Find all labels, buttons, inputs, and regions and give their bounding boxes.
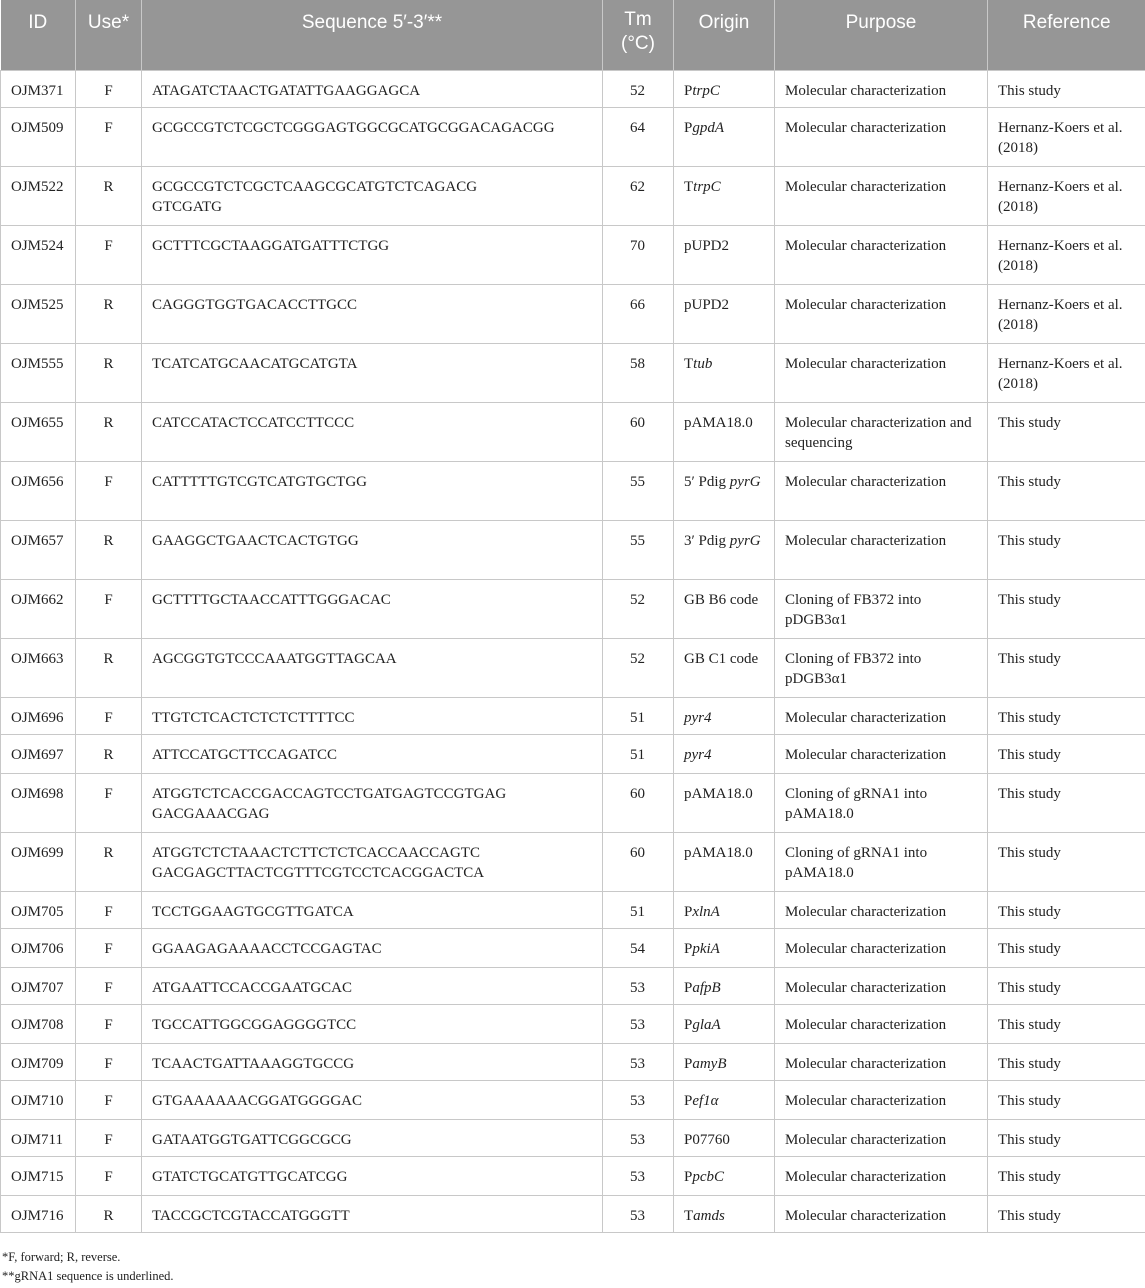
sequence-line: GCGCCGTCTCGCTCGGGAGTGGCGCATGCGGACAGACGG [152, 119, 555, 136]
origin-part: GB B6 code [684, 591, 759, 608]
cell-sequence [142, 1156, 603, 1195]
sequence-line: TCAACTGATTAAAGGTGCCG [152, 1055, 355, 1072]
cell-origin [674, 1043, 775, 1080]
cell-use: R [76, 166, 142, 225]
sequence-line: ATGAATTCCACCGAATGCAC [152, 979, 353, 996]
table-row [1, 107, 1145, 166]
cell-sequence [142, 1195, 603, 1232]
table-row [1, 832, 1145, 891]
cell-origin [674, 284, 775, 343]
footnote-use: *F, forward; R, reverse. [2, 1250, 121, 1264]
cell-use: F [76, 891, 142, 928]
cell-origin [674, 1004, 775, 1043]
sequence-line: GTATCTGCATGTTGCATCGG [152, 1168, 348, 1185]
table-row [1, 697, 1145, 734]
table-row [1, 520, 1145, 579]
origin-part: P [684, 119, 693, 136]
cell-use: F [76, 1156, 142, 1195]
sequence-line: TCCTGGAAGTGCGTTGATCA [152, 903, 354, 920]
sequence-line: GCTTTTGCTAACCATTTGGGACAC [152, 591, 391, 608]
cell-id: OJM696 [1, 697, 76, 734]
cell-origin [674, 461, 775, 520]
sequence-line: TGCCATTGGCGGAGGGGTCC [152, 1016, 357, 1033]
cell-purpose: Molecular characterization [775, 343, 988, 402]
cell-id: OJM555 [1, 343, 76, 402]
sequence-line: GACGAGCTTACTCGTTTCGTCCTCACGGACTCA [152, 865, 485, 881]
origin-part: P [684, 1092, 693, 1109]
cell-id: OJM662 [1, 579, 76, 638]
cell-reference: Hernanz-Koers et al. (2018) [988, 225, 1145, 284]
cell-origin [674, 928, 775, 967]
cell-sequence [142, 1119, 603, 1156]
origin-part: pAMA18.0 [684, 844, 753, 861]
cell-purpose: Molecular characterization [775, 697, 988, 734]
col-header-use: Use* [76, 0, 142, 70]
sequence-line: ATGGTCTCACCGACCAGTCCTGATGAGTCCGTGAG [152, 785, 507, 802]
table-row [1, 284, 1145, 343]
cell-id: OJM699 [1, 832, 76, 891]
origin-part: T [684, 355, 694, 372]
sequence-line: ATTCCATGCTTCCAGATCC [152, 746, 338, 763]
origin-part: pUPD2 [684, 296, 730, 313]
table-row [1, 225, 1145, 284]
origin-part: amyB [692, 1055, 727, 1072]
origin-part: pyr4 [684, 746, 712, 763]
col-header-sequence: Sequence 5′-3′** [142, 0, 603, 70]
header-row [1, 0, 1145, 70]
cell-use: F [76, 697, 142, 734]
cell-origin [674, 579, 775, 638]
sequence-line: TTGTCTCACTCTCTCTTTTCC [152, 709, 355, 726]
cell-origin [674, 832, 775, 891]
cell-origin [674, 1119, 775, 1156]
cell-origin [674, 107, 775, 166]
cell-reference: This study [988, 832, 1145, 891]
origin-part: P07760 [684, 1131, 730, 1148]
cell-origin [674, 225, 775, 284]
cell-id: OJM663 [1, 638, 76, 697]
origin-part: P [684, 1055, 693, 1072]
table-row [1, 638, 1145, 697]
cell-reference: This study [988, 1119, 1145, 1156]
cell-purpose: Molecular characterization [775, 284, 988, 343]
origin-part: ef1α [692, 1092, 719, 1109]
cell-tm: 62 [603, 166, 674, 225]
table-row [1, 1043, 1145, 1080]
table-row [1, 70, 1145, 107]
cell-tm: 52 [603, 70, 674, 107]
cell-purpose: Molecular characterization [775, 967, 988, 1004]
table-row [1, 967, 1145, 1004]
table-row [1, 166, 1145, 225]
cell-tm: 55 [603, 520, 674, 579]
cell-id: OJM656 [1, 461, 76, 520]
cell-tm: 55 [603, 461, 674, 520]
cell-id: OJM522 [1, 166, 76, 225]
origin-part: pyr4 [684, 709, 712, 726]
table-row [1, 461, 1145, 520]
cell-reference: This study [988, 1004, 1145, 1043]
cell-tm: 53 [603, 1043, 674, 1080]
cell-use: R [76, 402, 142, 461]
sequence-line: GGAAGAGAAAACCTCCGAGTAC [152, 940, 382, 957]
origin-part: pyrG [729, 473, 761, 490]
cell-purpose: Molecular characterization [775, 1043, 988, 1080]
cell-origin [674, 734, 775, 773]
cell-use: F [76, 107, 142, 166]
origin-part: gpdA [692, 119, 725, 136]
table-row [1, 891, 1145, 928]
cell-id: OJM657 [1, 520, 76, 579]
table-row [1, 579, 1145, 638]
cell-purpose: Cloning of FB372 into pDGB3α1 [775, 638, 988, 697]
cell-reference: This study [988, 402, 1145, 461]
cell-tm: 53 [603, 1080, 674, 1119]
origin-part: P [684, 940, 693, 957]
cell-reference: Hernanz-Koers et al. (2018) [988, 107, 1145, 166]
cell-sequence [142, 343, 603, 402]
cell-use: R [76, 284, 142, 343]
cell-reference: This study [988, 773, 1145, 832]
cell-tm: 53 [603, 1195, 674, 1232]
cell-id: OJM705 [1, 891, 76, 928]
cell-origin [674, 70, 775, 107]
cell-purpose: Cloning of FB372 into pDGB3α1 [775, 579, 988, 638]
cell-origin [674, 1156, 775, 1195]
sequence-line: GTGAAAAAACGGATGGGGAC [152, 1092, 362, 1109]
cell-tm: 60 [603, 832, 674, 891]
sequence-line: TACCGCTCGTACCATGGGTT [152, 1207, 350, 1224]
table-row [1, 1004, 1145, 1043]
cell-purpose: Molecular characterization [775, 107, 988, 166]
cell-tm: 58 [603, 343, 674, 402]
cell-id: OJM371 [1, 70, 76, 107]
cell-sequence [142, 402, 603, 461]
cell-sequence [142, 1080, 603, 1119]
table-row [1, 773, 1145, 832]
col-header-purpose: Purpose [775, 0, 988, 70]
cell-reference: This study [988, 520, 1145, 579]
cell-tm: 70 [603, 225, 674, 284]
cell-reference: This study [988, 1156, 1145, 1195]
origin-part: trpC [692, 82, 720, 99]
origin-part: GB C1 code [684, 650, 759, 667]
table-row [1, 734, 1145, 773]
cell-origin [674, 697, 775, 734]
cell-id: OJM525 [1, 284, 76, 343]
sequence-line: AGCGGTGTCCCAAATGGTTAGCAA [152, 650, 397, 667]
sequence-line: ATGGTCTCTAAACTCTTCTCTCACCAACCAGTC [152, 844, 480, 861]
cell-sequence [142, 773, 603, 832]
cell-tm: 66 [603, 284, 674, 343]
origin-part: pAMA18.0 [684, 414, 753, 431]
cell-use: R [76, 734, 142, 773]
cell-id: OJM710 [1, 1080, 76, 1119]
cell-reference: This study [988, 461, 1145, 520]
cell-id: OJM711 [1, 1119, 76, 1156]
cell-purpose: Molecular characterization [775, 461, 988, 520]
cell-origin [674, 967, 775, 1004]
cell-origin [674, 520, 775, 579]
cell-purpose: Molecular characterization [775, 1195, 988, 1232]
cell-tm: 54 [603, 928, 674, 967]
origin-part: glaA [692, 1016, 721, 1033]
col-header-reference: Reference [988, 0, 1145, 70]
cell-sequence [142, 891, 603, 928]
origin-part: pAMA18.0 [684, 785, 753, 802]
cell-sequence [142, 734, 603, 773]
cell-reference: This study [988, 1195, 1145, 1232]
cell-purpose: Molecular characterization [775, 166, 988, 225]
table-row [1, 1195, 1145, 1232]
origin-part: 5′ Pdig [684, 473, 730, 490]
cell-id: OJM698 [1, 773, 76, 832]
col-header-origin: Origin [674, 0, 775, 70]
cell-tm: 60 [603, 402, 674, 461]
cell-purpose: Molecular characterization [775, 891, 988, 928]
cell-use: F [76, 1080, 142, 1119]
cell-sequence [142, 638, 603, 697]
cell-id: OJM509 [1, 107, 76, 166]
origin-part: trpC [693, 178, 721, 195]
cell-purpose: Molecular characterization [775, 1080, 988, 1119]
cell-sequence [142, 697, 603, 734]
origin-part: amds [693, 1207, 725, 1224]
cell-purpose: Molecular characterization [775, 928, 988, 967]
cell-tm: 52 [603, 638, 674, 697]
table-row [1, 1080, 1145, 1119]
cell-sequence [142, 166, 603, 225]
cell-use: F [76, 928, 142, 967]
cell-reference: This study [988, 697, 1145, 734]
cell-use: R [76, 520, 142, 579]
sequence-line: ATAGATCTAACTGATATTGAAGGAGCA [152, 82, 421, 99]
cell-purpose: Molecular characterization [775, 1156, 988, 1195]
table-body [1, 70, 1145, 1232]
origin-part: afpB [692, 979, 721, 996]
sequence-line: GCTTTCGCTAAGGATGATTTCTGG [152, 237, 390, 254]
cell-id: OJM524 [1, 225, 76, 284]
sequence-line: TCATCATGCAACATGCATGTA [152, 355, 358, 372]
cell-sequence [142, 461, 603, 520]
origin-part: P [684, 82, 693, 99]
cell-sequence [142, 579, 603, 638]
sequence-line: CATTTTTGTCGTCATGTGCTGG [152, 473, 367, 490]
cell-reference: This study [988, 891, 1145, 928]
origin-part: T [684, 1207, 694, 1224]
cell-id: OJM716 [1, 1195, 76, 1232]
origin-part: P [684, 903, 693, 920]
cell-id: OJM707 [1, 967, 76, 1004]
table-row [1, 928, 1145, 967]
cell-sequence [142, 1043, 603, 1080]
origin-part: T [684, 178, 694, 195]
cell-tm: 52 [603, 579, 674, 638]
cell-id: OJM697 [1, 734, 76, 773]
cell-tm: 53 [603, 1004, 674, 1043]
cell-id: OJM709 [1, 1043, 76, 1080]
sequence-line: GCGCCGTCTCGCTCAAGCGCATGTCTCAGACG [152, 178, 478, 195]
cell-sequence [142, 832, 603, 891]
cell-tm: 51 [603, 891, 674, 928]
table-header [1, 0, 1145, 70]
cell-reference: This study [988, 1043, 1145, 1080]
cell-use: F [76, 225, 142, 284]
cell-sequence [142, 520, 603, 579]
cell-use: R [76, 638, 142, 697]
cell-sequence [142, 928, 603, 967]
sequence-line: GAAGGCTGAACTCACTGTGG [152, 532, 359, 549]
cell-use: F [76, 461, 142, 520]
cell-purpose: Molecular characterization [775, 1119, 988, 1156]
origin-part: P [684, 1016, 693, 1033]
cell-sequence [142, 70, 603, 107]
origin-part: pkiA [692, 940, 720, 957]
cell-reference: Hernanz-Koers et al. (2018) [988, 343, 1145, 402]
cell-use: F [76, 579, 142, 638]
cell-reference: Hernanz-Koers et al. (2018) [988, 284, 1145, 343]
cell-use: R [76, 1195, 142, 1232]
cell-origin [674, 166, 775, 225]
cell-purpose: Cloning of gRNA1 into pAMA18.0 [775, 832, 988, 891]
cell-tm: 53 [603, 967, 674, 1004]
cell-origin [674, 891, 775, 928]
cell-use: F [76, 1004, 142, 1043]
cell-reference: This study [988, 579, 1145, 638]
sequence-line: CAGGGTGGTGACACCTTGCC [152, 296, 358, 313]
cell-tm: 60 [603, 773, 674, 832]
sequence-line: CATCCATACTCCATCCTTCCC [152, 414, 355, 431]
cell-purpose: Molecular characterization [775, 520, 988, 579]
cell-reference: This study [988, 70, 1145, 107]
table-row [1, 343, 1145, 402]
origin-part: pcbC [692, 1168, 725, 1185]
cell-tm: 64 [603, 107, 674, 166]
cell-tm: 51 [603, 697, 674, 734]
cell-purpose: Molecular characterization and sequencing [775, 402, 988, 461]
origin-part: P [684, 1168, 693, 1185]
origin-part: xlnA [692, 903, 720, 920]
footnote-sequence: **gRNA1 sequence is underlined. [2, 1269, 174, 1283]
cell-use: F [76, 70, 142, 107]
cell-id: OJM708 [1, 1004, 76, 1043]
cell-id: OJM706 [1, 928, 76, 967]
cell-reference: This study [988, 967, 1145, 1004]
cell-sequence [142, 107, 603, 166]
origin-part: pyrG [729, 532, 761, 549]
sequence-line: GATAATGGTGATTCGGCGCG [152, 1131, 352, 1148]
cell-purpose: Cloning of gRNA1 into pAMA18.0 [775, 773, 988, 832]
cell-reference: This study [988, 1080, 1145, 1119]
cell-origin [674, 343, 775, 402]
cell-use: R [76, 343, 142, 402]
cell-purpose: Molecular characterization [775, 1004, 988, 1043]
cell-reference: This study [988, 928, 1145, 967]
cell-purpose: Molecular characterization [775, 225, 988, 284]
table-row [1, 1156, 1145, 1195]
cell-id: OJM715 [1, 1156, 76, 1195]
cell-origin [674, 402, 775, 461]
cell-purpose: Molecular characterization [775, 734, 988, 773]
cell-origin [674, 773, 775, 832]
sequence-line: GTCGATG [152, 199, 222, 215]
cell-origin [674, 1195, 775, 1232]
cell-sequence [142, 284, 603, 343]
cell-use: F [76, 1043, 142, 1080]
origin-part: pUPD2 [684, 237, 730, 254]
cell-use: F [76, 773, 142, 832]
col-header-tm: Tm (°C) [603, 0, 674, 70]
cell-tm: 53 [603, 1119, 674, 1156]
cell-origin [674, 638, 775, 697]
cell-sequence [142, 1004, 603, 1043]
cell-reference: This study [988, 734, 1145, 773]
origin-part: tub [693, 355, 713, 372]
table-row [1, 1119, 1145, 1156]
cell-reference: This study [988, 638, 1145, 697]
cell-id: OJM655 [1, 402, 76, 461]
col-header-id: ID [1, 0, 76, 70]
table-footnotes [2, 1248, 174, 1286]
cell-use: R [76, 832, 142, 891]
cell-use: F [76, 1119, 142, 1156]
table-row [1, 402, 1145, 461]
cell-use: F [76, 967, 142, 1004]
sequence-line: GACGAAACGAG [152, 806, 270, 822]
origin-part: P [684, 979, 693, 996]
cell-purpose: Molecular characterization [775, 70, 988, 107]
cell-reference: Hernanz-Koers et al. (2018) [988, 166, 1145, 225]
cell-sequence [142, 225, 603, 284]
cell-tm: 51 [603, 734, 674, 773]
origin-part: 3′ Pdig [684, 532, 730, 549]
cell-tm: 53 [603, 1156, 674, 1195]
cell-sequence [142, 967, 603, 1004]
cell-origin [674, 1080, 775, 1119]
